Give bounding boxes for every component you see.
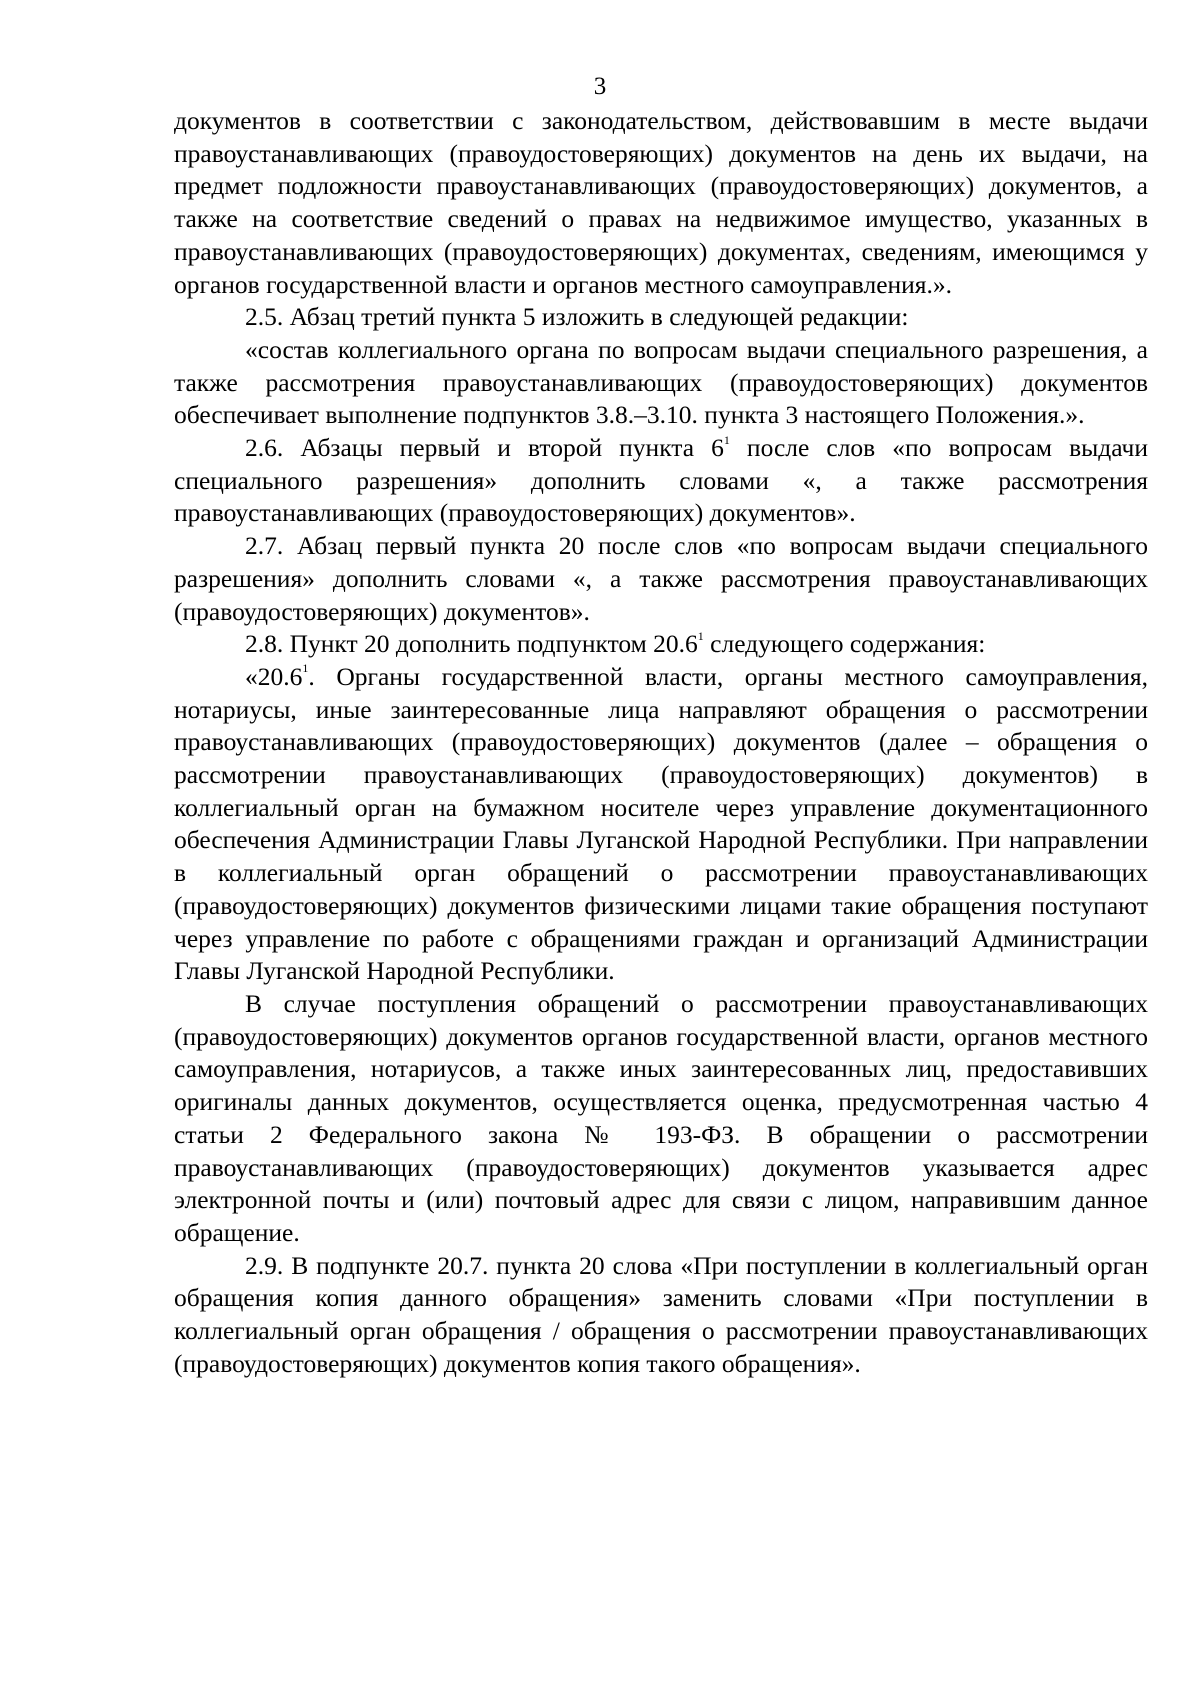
superscript: 1 — [723, 432, 730, 447]
page-number: 3 — [593, 73, 607, 100]
paragraph-20-6-1-second: В случае поступления обращений о рассмотрении правоустанавливающих (правоудостоверяющих) документов органов государственной власти, органов местного самоуправления, нотариусов, а также иных заинтересованных лиц, предоставивших оригиналы данных документов, осуществляется оценка, предусмотренная частью 4 статьи 2 Федерального закона № 193-ФЗ. В обращении о рассмотрении правоустанавливающих (правоудостоверяющих) документов указывается адрес электронной почты и (или) почтовый адрес для связи с лицом, направившим данное обращение. — [174, 988, 1148, 1247]
paragraph-2-5-quote: «состав коллегиального органа по вопросам выдачи специального разрешения, а также рассмотрения правоустанавливающих (правоудостоверяющих) документов обеспечивает выполнение подпунктов 3.8.–3.10. пункта 3 настоящего Положения.». — [174, 334, 1148, 430]
paragraph-20-6-1-text-start: «20.6 — [245, 661, 303, 691]
superscript: 1 — [302, 661, 309, 676]
paragraph-2-6 — [174, 432, 1148, 530]
paragraph-continuation: документов в соответствии с законодательством, действовавшим в месте выдачи правоустанавливающих (правоудостоверяющих) документов на день их выдачи, на предмет подложности правоустанавливающих (правоудостоверяющих) документов, а также на соответствие сведений о правах на недвижимое имущество, указанных в правоустанавливающих (правоудостоверяющих) документах, сведениям, имеющимся у органов государственной власти и органов местного самоуправления.». — [174, 106, 1148, 299]
paragraph-2-6-text-start: 2.6. Абзацы первый и второй пункта 6 — [245, 433, 724, 463]
paragraph-2-8-text-start: 2.8. Пункт 20 дополнить подпунктом 20.6 — [245, 629, 698, 659]
superscript: 1 — [697, 628, 704, 643]
paragraph-2-8-text-end: следующего содержания: — [703, 629, 986, 659]
paragraph-2-8 — [174, 628, 1148, 661]
paragraph-20-6-1-text-end: . Органы государственной власти, органы местного самоуправления, нотариусы, иные заинтересованные лица направляют обращения о рассмотрении правоустанавливающих (правоудостоверяющих) документов (далее – обращения о рассмотрении правоустанавливающих (правоудостоверяющих) документов) в коллегиальный орган на бумажном носителе через управление документационного обеспечения Администрации Главы Луганской Народной Республики. При направлении в коллегиальный орган обращений о рассмотрении правоустанавливающих (правоудостоверяющих) документов физическими лицами такие обращения поступают через управление по работе с обращениями граждан и организаций Администрации Главы Луганской Народной Республики. — [174, 661, 1148, 986]
paragraph-2-5: 2.5. Абзац третий пункта 5 изложить в следующей редакции: — [245, 302, 909, 332]
paragraph-2-9: 2.9. В подпункте 20.7. пункта 20 слова «При поступлении в коллегиальный орган обращения копия данного обращения» заменить словами «При поступлении в коллегиальный орган обращения / обращения о рассмотрении правоустанавливающих (правоудостоверяющих) документов копия такого обращения». — [174, 1250, 1148, 1378]
paragraph-2-7: 2.7. Абзац первый пункта 20 после слов «по вопросам выдачи специального разрешения» дополнить словами «, а также рассмотрения правоустанавливающих (правоудостоверяющих) документов». — [174, 531, 1148, 626]
paragraph-2-6-text-end: после слов «по вопросам выдачи специального разрешения» дополнить словами «, а также рассмотрения правоустанавливающих (правоудостоверяющих) документов». — [174, 433, 1148, 528]
document-body — [174, 105, 1148, 1380]
paragraph-20-6-1 — [174, 661, 1148, 988]
